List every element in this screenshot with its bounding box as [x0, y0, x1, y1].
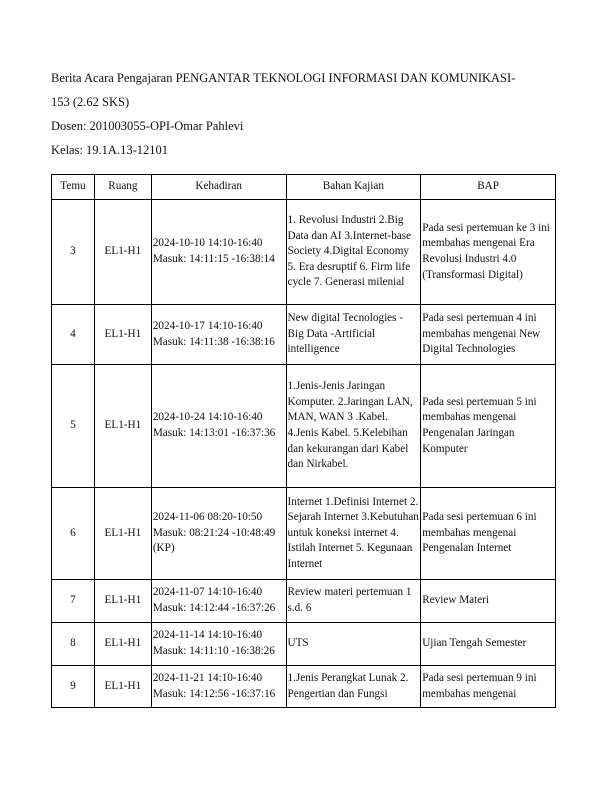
col-header-temu: Temu [52, 175, 95, 200]
table-row [52, 488, 556, 580]
course-title-line1: Berita Acara Pengajaran PENGANTAR TEKNOLOGI INFORMASI DAN KOMUNIKASI- [51, 71, 516, 85]
cell-temu: 7 [52, 580, 95, 623]
kehadiran-text: 2024-11-07 14:10-16:40 Masuk: 14:12:44 -16:37:26 [152, 586, 276, 614]
cell-kehadiran [151, 488, 286, 580]
cell-kehadiran [151, 365, 286, 488]
cell-bahan-kajian: 1.Jenis Perangkat Lunak 2. Pengertian dan Fungsi [286, 666, 421, 708]
cell-bahan-kajian: 1.Jenis-Jenis Jaringan Komputer. 2.Jaringan LAN, MAN, WAN 3 .Kabel. 4.Jenis Kabel. 5.Kelebihan dan kekurangan dari Kabel dan Nirkabel. [286, 365, 421, 488]
col-header-kehadiran: Kehadiran [151, 175, 286, 200]
cell-ruang: EL1-H1 [94, 666, 151, 708]
table-row [52, 365, 556, 488]
cell-bap: Pada sesi pertemuan 9 ini membahas mengenai [421, 666, 556, 708]
kehadiran-text: 2024-11-14 14:10-16:40 Masuk: 14:11:10 -16:38:26 [152, 629, 275, 657]
col-header-bap: BAP [421, 175, 556, 200]
table-row [52, 666, 556, 708]
cell-temu: 3 [52, 200, 95, 305]
table-row [52, 200, 556, 305]
cell-bahan-kajian: UTS [286, 623, 421, 666]
cell-bap: Pada sesi pertemuan 5 ini membahas mengenai Pengenalan Jaringan Komputer [421, 365, 556, 488]
cell-bahan-kajian: Internet 1.Definisi Internet 2. Sejarah Internet 3.Kebutuhan untuk koneksi internet 4. Istilah Internet 5. Kegunaan Internet [286, 488, 421, 580]
cell-temu: 8 [52, 623, 95, 666]
cell-ruang: EL1-H1 [94, 488, 151, 580]
cell-temu: 4 [52, 305, 95, 365]
cell-bap: Pada sesi pertemuan ke 3 ini membahas mengenai Era Revolusi Industri 4.0 (Transformasi Digital) [421, 200, 556, 305]
cell-temu: 9 [52, 666, 95, 708]
col-header-bahan-kajian: Bahan Kajian [286, 175, 421, 200]
class-info: Kelas: 19.1A.13-12101 [51, 143, 168, 157]
cell-ruang: EL1-H1 [94, 623, 151, 666]
cell-bahan-kajian: New digital Tecnologies - Big Data -Artificial intelligence [286, 305, 421, 365]
cell-kehadiran [151, 666, 286, 708]
cell-bap: Pada sesi pertemuan 4 ini membahas mengenai New Digital Technologies [421, 305, 556, 365]
table-row [52, 623, 556, 666]
cell-kehadiran [151, 305, 286, 365]
teaching-record-table [51, 174, 556, 708]
cell-bahan-kajian: Review materi pertemuan 1 s.d. 6 [286, 580, 421, 623]
cell-ruang: EL1-H1 [94, 365, 151, 488]
kehadiran-text: 2024-10-17 14:10-16:40 Masuk: 14:11:38 -16:38:16 [152, 319, 275, 348]
course-title-line2: 153 (2.62 SKS) [51, 95, 130, 109]
table-row [52, 305, 556, 365]
cell-kehadiran [151, 580, 286, 623]
cell-bap: Pada sesi pertemuan 6 ini membahas mengenai Pengenalan Internet [421, 488, 556, 580]
table-header-row [52, 175, 556, 200]
cell-bahan-kajian: 1. Revolusi Industri 2.Big Data dan AI 3.Internet-base Society 4.Digital Economy 5. Era desruptif 6. Firm life cycle 7. Generasi milenial [286, 200, 421, 305]
kehadiran-text: 2024-10-24 14:10-16:40 Masuk: 14:13:01 -16:37:36 [152, 411, 276, 439]
cell-ruang: EL1-H1 [94, 200, 151, 305]
kehadiran-text: 2024-11-06 08:20-10:50 Masuk: 08:21:24 -10:48:49 (KP) [152, 511, 276, 555]
cell-temu: 5 [52, 365, 95, 488]
lecturer: Dosen: 201003055-OPI-Omar Pahlevi [51, 119, 244, 133]
cell-bap: Review Materi [421, 580, 556, 623]
cell-temu: 6 [52, 488, 95, 580]
cell-kehadiran [151, 200, 286, 305]
document-header [51, 66, 551, 162]
cell-bap: Ujian Tengah Semester [421, 623, 556, 666]
table-row [52, 580, 556, 623]
cell-ruang: EL1-H1 [94, 305, 151, 365]
cell-ruang: EL1-H1 [94, 580, 151, 623]
col-header-ruang: Ruang [94, 175, 151, 200]
cell-kehadiran [151, 623, 286, 666]
kehadiran-text: 2024-10-10 14:10-16:40 Masuk: 14:11:15 -16:38:14 [152, 237, 275, 265]
kehadiran-text: 2024-11-21 14:10-16:40 Masuk: 14:12:56 -16:37:16 [152, 671, 276, 700]
